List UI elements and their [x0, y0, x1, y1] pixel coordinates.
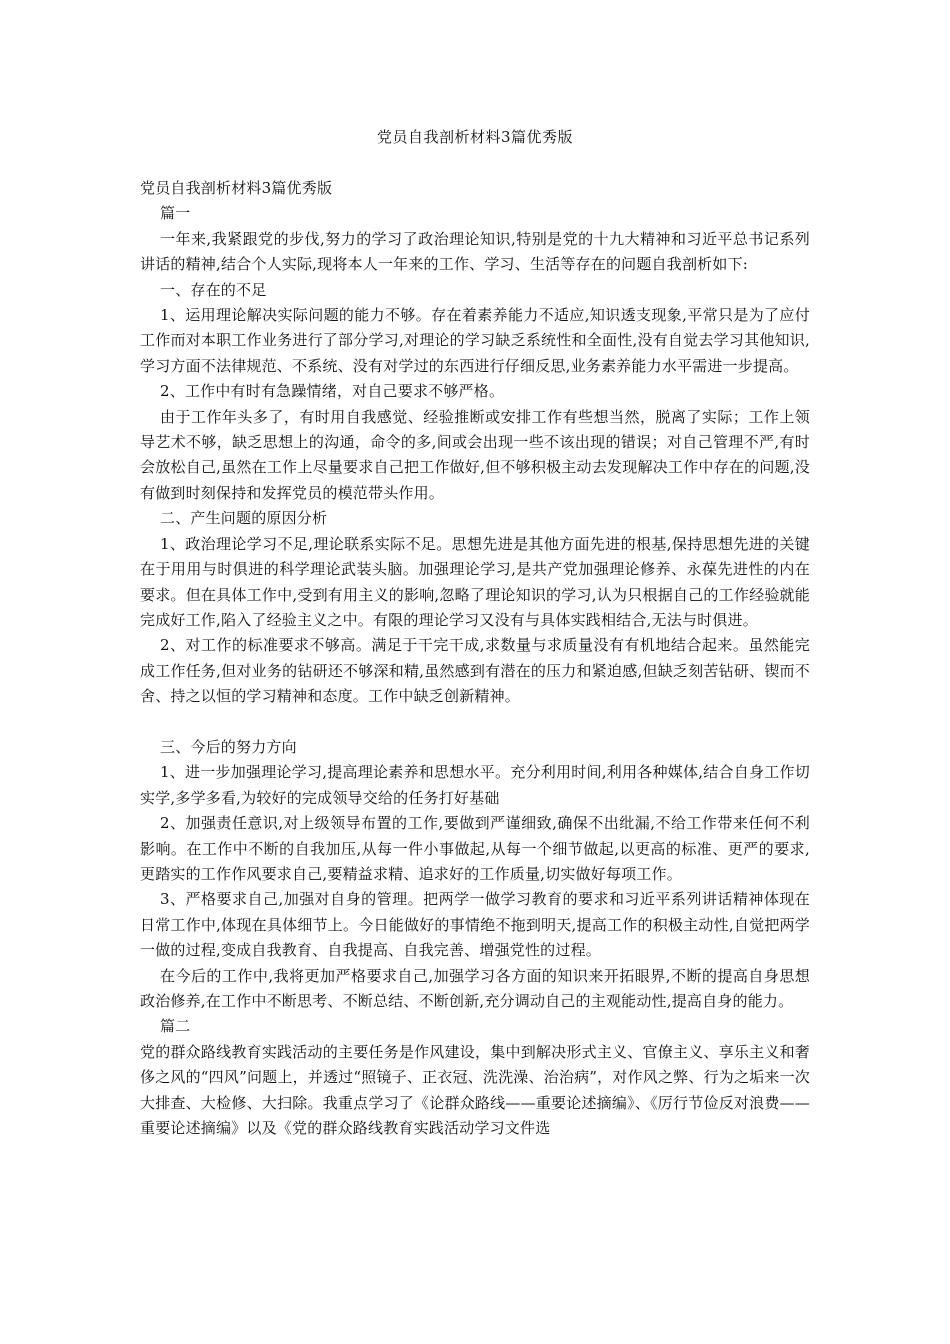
paragraph: 篇一	[160, 204, 191, 223]
paragraph: 1、进一步加强理论学习,提高理论素养和思想水平。充分利用时间,利用各种媒体,结合自身工作切实学,多学多看,为较好的完成领导交给的任务打好基础	[140, 763, 810, 807]
paragraph: 1、政治理论学习不足,理论联系实际不足。思想先进是其他方面先进的根基,保持思想先进的关键在于用用与时俱进的科学理论武装头脑。加强理论学习,是共产党加强理论修养、永葆先进性的内在要求。但在具体工作中,受到有用主义的影响,忽略了理论知识的学习,认为只根据自己的工作经验就能完成好工作,陷入了经验主义之中。有限的理论学习又没有与具体实践相结合,无法与时俱进。	[140, 534, 810, 629]
paragraph: 2、对工作的标准要求不够高。满足于干完干成,求数量与求质量没有有机地结合起来。虽然能完成工作任务,但对业务的钻研还不够深和精,虽然感到有潜在的压力和紧迫感,但缺乏刻苦钻研、锲而不舍、持之以恒的学习精神和态度。工作中缺乏创新精神。	[140, 636, 810, 706]
paragraph: 2、工作中有时有急躁情绪，对自己要求不够严格。	[160, 382, 505, 401]
paragraph: 篇二	[160, 1017, 191, 1036]
paragraph: 1、运用理论解决实际问题的能力不够。存在着素养能力不适应,知识透支现象,平常只是为了应付工作而对本职工作业务进行了部分学习,对理论的学习缺乏系统性和全面性,没有自觉去学习其他知识,学习方面不法律规范、不系统、没有对学过的东西进行仔细反思,业务素养能力水平需进一步提高。	[140, 306, 810, 375]
paragraph: 3、严格要求自己,加强对自身的管理。把两学一做学习教育的要求和习近平系列讲话精神体现在日常工作中,体现在具体细节上。今日能做好的事情绝不拖到明天,提高工作的积极主动性,自觉把两学一做的过程,变成自我教育、自我提高、自我完善、增强党性的过程。	[140, 890, 810, 960]
paragraph: 一、存在的不足	[160, 280, 267, 299]
paragraph: 党员自我剖析材料3篇优秀版	[140, 179, 333, 197]
blank-line	[140, 710, 810, 735]
paragraph: 一年来,我紧跟党的步伐,努力的学习了政治理论知识,特别是党的十九大精神和习近平总书记系列讲话的精神,结合个人实际,现将本人一年来的工作、学习、生活等存在的问题自我剖析如下:	[140, 229, 810, 274]
paragraph: 党的群众路线教育实践活动的主要任务是作风建设，集中到解决形式主义、官僚主义、享乐主义和奢侈之风的“四风”问题上，并透过“照镜子、正衣冠、洗洗澡、治治病”，对作风之弊、行为之垢来一次大排查、大检修、大扫除。我重点学习了《论群众路线——重要论述摘编》、《厉行节俭反对浪费——重要论述摘编》以及《党的群众路线教育实践活动学习文件选	[140, 1042, 810, 1138]
paragraph: 在今后的工作中,我将更加严格要求自己,加强学习各方面的知识来开拓眼界,不断的提高自身思想政治修养,在工作中不断思考、不断总结、不断创新,充分调动自己的主观能动性,提高自身的能力。	[140, 966, 810, 1010]
paragraph: 2、加强责任意识,对上级领导布置的工作,要做到严谨细致,确保不出纰漏,不给工作带来任何不利影响。在工作中不断的自我加压,从每一件小事做起,从每一个细节做起,以更高的标准、更严的要求,更踏实的工作作风要求自己,要精益求精、追求好的工作质量,切实做好每项工作。	[140, 814, 810, 883]
paragraph: 由于工作年头多了，有时用自我感觉、经验推断或安排工作有些想当然，脱离了实际；工作上领导艺术不够，缺乏思想上的沟通，命令的多,间或会出现一些不该出现的错误；对自己管理不严,有时会放松自己,虽然在工作上尽量要求自己把工作做好,但不够积极主动去发现解决工作中存在的问题,没有做到时刻保持和发挥党员的模范带头作用。	[140, 407, 810, 502]
paragraph: 二、产生问题的原因分析	[160, 509, 328, 528]
paragraph: 三、今后的努力方向	[160, 737, 297, 756]
document-title: 党员自我剖析材料3篇优秀版	[376, 128, 574, 146]
document-body	[140, 176, 810, 1141]
